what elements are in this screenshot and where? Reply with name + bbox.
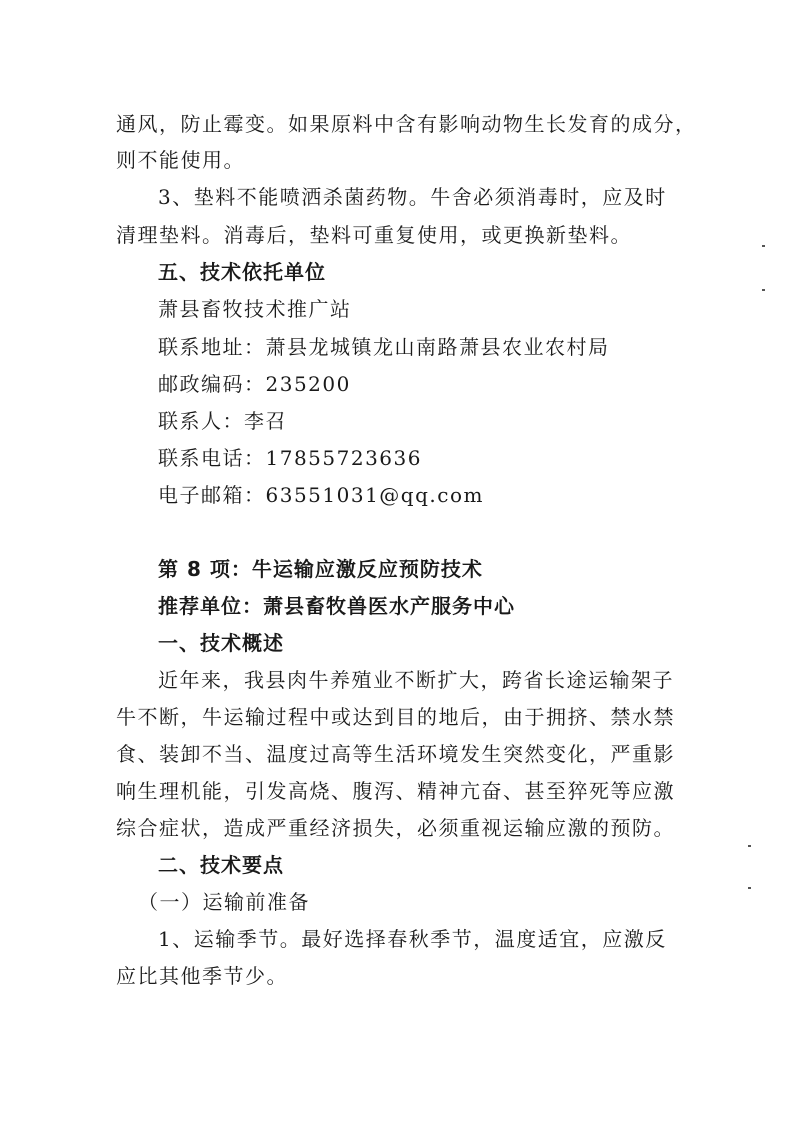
paragraph-line: 1、运输季节。最好选择春秋季节，温度适宜，应激反	[158, 927, 667, 951]
contact-email: 电子邮箱：63551031@qq.com	[158, 483, 484, 507]
margin-mark	[762, 289, 765, 291]
section-heading: 五、技术依托单位	[158, 260, 326, 284]
contact-phone: 联系电话：17855723636	[158, 446, 422, 470]
paragraph-line: 牛不断，牛运输过程中或达到目的地后，由于拥挤、禁水禁	[116, 705, 675, 729]
margin-mark	[762, 245, 765, 247]
margin-mark	[748, 887, 751, 889]
item-title: 第 8 项：牛运输应激反应预防技术	[158, 557, 483, 581]
paragraph-line: 应比其他季节少。	[116, 964, 288, 988]
section-heading: 一、技术概述	[158, 631, 284, 655]
paragraph-line: 近年来，我县肉牛养殖业不断扩大，跨省长途运输架子	[158, 668, 674, 692]
paragraph-line: 响生理机能，引发高烧、腹泻、精神亢奋、甚至猝死等应激	[116, 779, 675, 803]
unit-name: 萧县畜牧技术推广站	[158, 297, 352, 321]
recommending-unit: 推荐单位：萧县畜牧兽医水产服务中心	[158, 594, 515, 618]
section-heading: 二、技术要点	[158, 853, 284, 877]
paragraph-line: 则不能使用。	[116, 148, 245, 172]
paragraph-line: 综合症状，造成严重经济损失，必须重视运输应激的预防。	[116, 816, 675, 840]
postal-code: 邮政编码：235200	[158, 372, 351, 396]
paragraph-line: 通风，防止霉变。如果原料中含有影响动物生长发育的成分，	[116, 112, 697, 136]
paragraph-line: 清理垫料。消毒后，垫料可重复使用，或更换新垫料。	[116, 223, 632, 247]
margin-mark	[748, 845, 751, 847]
subsection-heading: （一）运输前准备	[138, 890, 310, 914]
contact-address: 联系地址：萧县龙城镇龙山南路萧县农业农村局	[158, 335, 610, 359]
contact-person: 联系人：李召	[158, 409, 287, 433]
paragraph-line: 3、垫料不能喷洒杀菌药物。牛舍必须消毒时，应及时	[158, 185, 667, 209]
paragraph-line: 食、装卸不当、温度过高等生活环境发生突然变化，严重影	[116, 742, 675, 766]
